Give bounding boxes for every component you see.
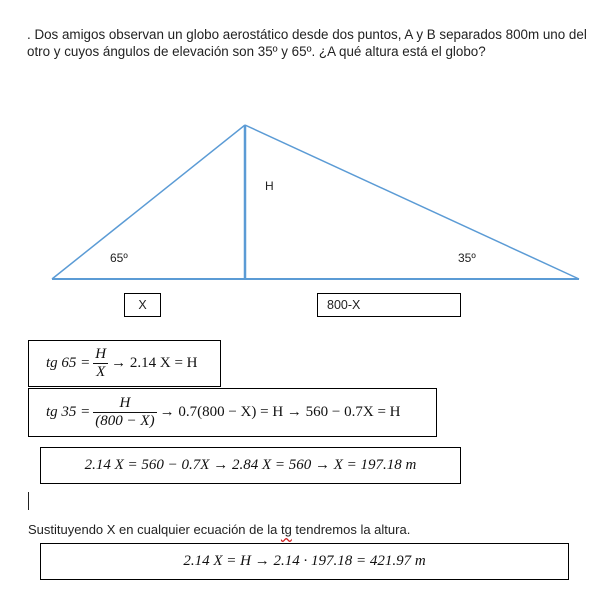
eq1-prefix: tg 65 =: [46, 355, 91, 371]
problem-statement: . Dos amigos observan un globo aerostático desde dos puntos, A y B separados 800m uno del otro y cuyos ángulos de elevación son 35º y 65º. ¿A qué altura está el globo?: [27, 27, 587, 59]
substitution-text-before: Sustituyendo X en cualquier ecuación de la: [28, 522, 281, 537]
equation-tg35: [28, 388, 437, 437]
right-angle-label: 35º: [458, 251, 476, 265]
segment-800-x-label: 800-X: [327, 298, 361, 312]
result-text: 2.14 X = H → 2.14 · 197.18 = 421.97 m: [183, 553, 426, 569]
equation-solve-x: [40, 447, 461, 484]
equation-result: [40, 543, 569, 580]
right-hypotenuse: [245, 125, 579, 279]
segment-x-box: [124, 293, 161, 317]
eq1-numerator: H: [95, 346, 107, 362]
eq2-prefix: tg 35 =: [46, 404, 91, 420]
eq2-denominator: (800 − X): [95, 413, 155, 429]
eq3-text: 2.14 X = 560 − 0.7X → 2.84 X = 560 → X = 197.18 m: [84, 457, 417, 473]
eq2-rest: → 0.7(800 − X) = H → 560 − 0.7X = H: [159, 404, 401, 420]
segment-x-label: X: [138, 298, 147, 312]
left-angle-label: 65º: [110, 251, 128, 265]
equation-tg65: [28, 340, 221, 387]
substitution-text: [28, 522, 410, 537]
segment-800-x-box: [317, 293, 461, 317]
eq1-fraction: [93, 346, 108, 381]
eq1-denominator: X: [96, 364, 106, 380]
substitution-text-after: tendremos la altura.: [291, 522, 411, 537]
height-label: H: [265, 179, 274, 193]
left-hypotenuse: [52, 125, 245, 279]
text-cursor: [28, 492, 29, 510]
eq1-rest: → 2.14 X = H: [111, 355, 198, 371]
eq2-fraction: [93, 395, 156, 430]
eq2-numerator: H: [93, 395, 156, 413]
substitution-text-tg: tg: [280, 522, 292, 537]
